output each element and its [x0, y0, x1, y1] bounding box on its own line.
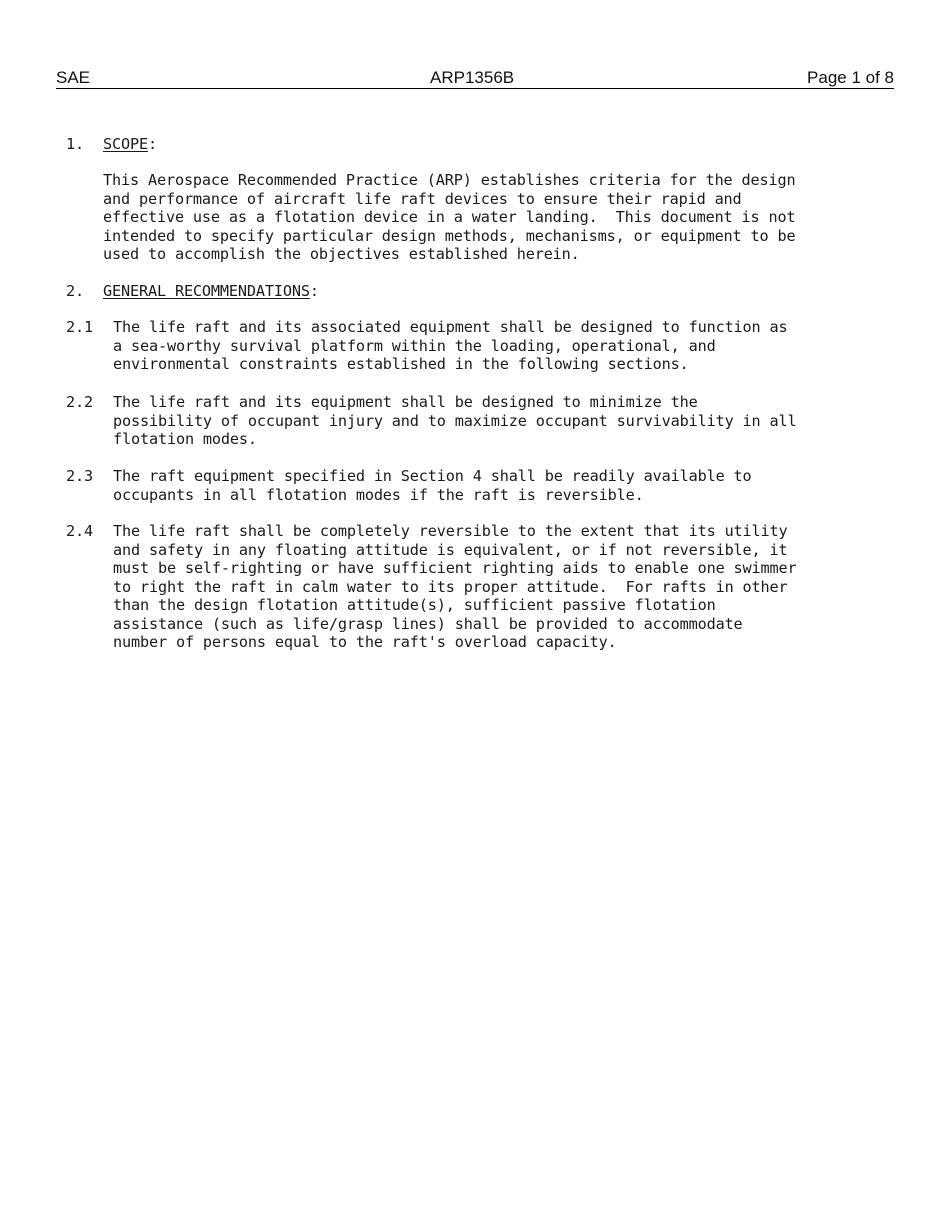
section-2-title-text: GENERAL RECOMMENDATIONS [103, 282, 310, 300]
section-2-title-colon: : [309, 282, 319, 300]
item-2-3-text: The raft equipment specified in Section 4 shall be readily available to occupants in all flotation modes if the raft is reversible. [113, 467, 752, 504]
item-2-4-text: The life raft shall be completely reversible to the extent that its utility and safety in any floating attitude is equivalent, or if not reversible, it must be self-righting or have sufficient righting aids to enable one swimmer to right the raft in calm water to its proper attitude. For rafts in other than the design flotation attitude(s), sufficient passive flotation assistance (such as life/grasp lines) shall be provided to accommodate number of persons equal to the raft's overload capacity. [113, 522, 797, 651]
item-2-2-text: The life raft and its equipment shall be designed to minimize the possibility of occupant injury and to maximize occupant survivability in all flotation modes. [113, 393, 797, 448]
page-header [56, 68, 894, 89]
section-1-number: 1. [66, 135, 84, 153]
section-2-title [103, 282, 319, 301]
section-1-title-colon: : [147, 135, 157, 153]
header-organization: SAE [56, 68, 91, 87]
section-1-paragraph: This Aerospace Recommended Practice (ARP) establishes criteria for the design and performance of aircraft life raft devices to ensure their rapid and effective use as a flotation device in a water landing. This document is not intended to specify particular design methods, mechanisms, or equipment to be used to accomplish the objectives established herein. [103, 171, 796, 263]
section-1-heading [66, 135, 466, 155]
item-2-4-number: 2.4 [66, 522, 93, 540]
section-2-heading [66, 282, 466, 302]
item-2-2-number: 2.2 [66, 393, 93, 411]
section-1-title [103, 135, 157, 154]
section-1-title-text: SCOPE [103, 135, 148, 153]
header-page-number: Page 1 of 8 [807, 68, 894, 87]
item-2-3-number: 2.3 [66, 467, 93, 485]
item-2-1-number: 2.1 [66, 318, 93, 336]
header-document-number: ARP1356B [430, 68, 515, 87]
section-2-number: 2. [66, 282, 84, 300]
item-2-1-text: The life raft and its associated equipment shall be designed to function as a sea-worthy survival platform within the loading, operational, and environmental constraints established in the following sections. [113, 318, 788, 373]
